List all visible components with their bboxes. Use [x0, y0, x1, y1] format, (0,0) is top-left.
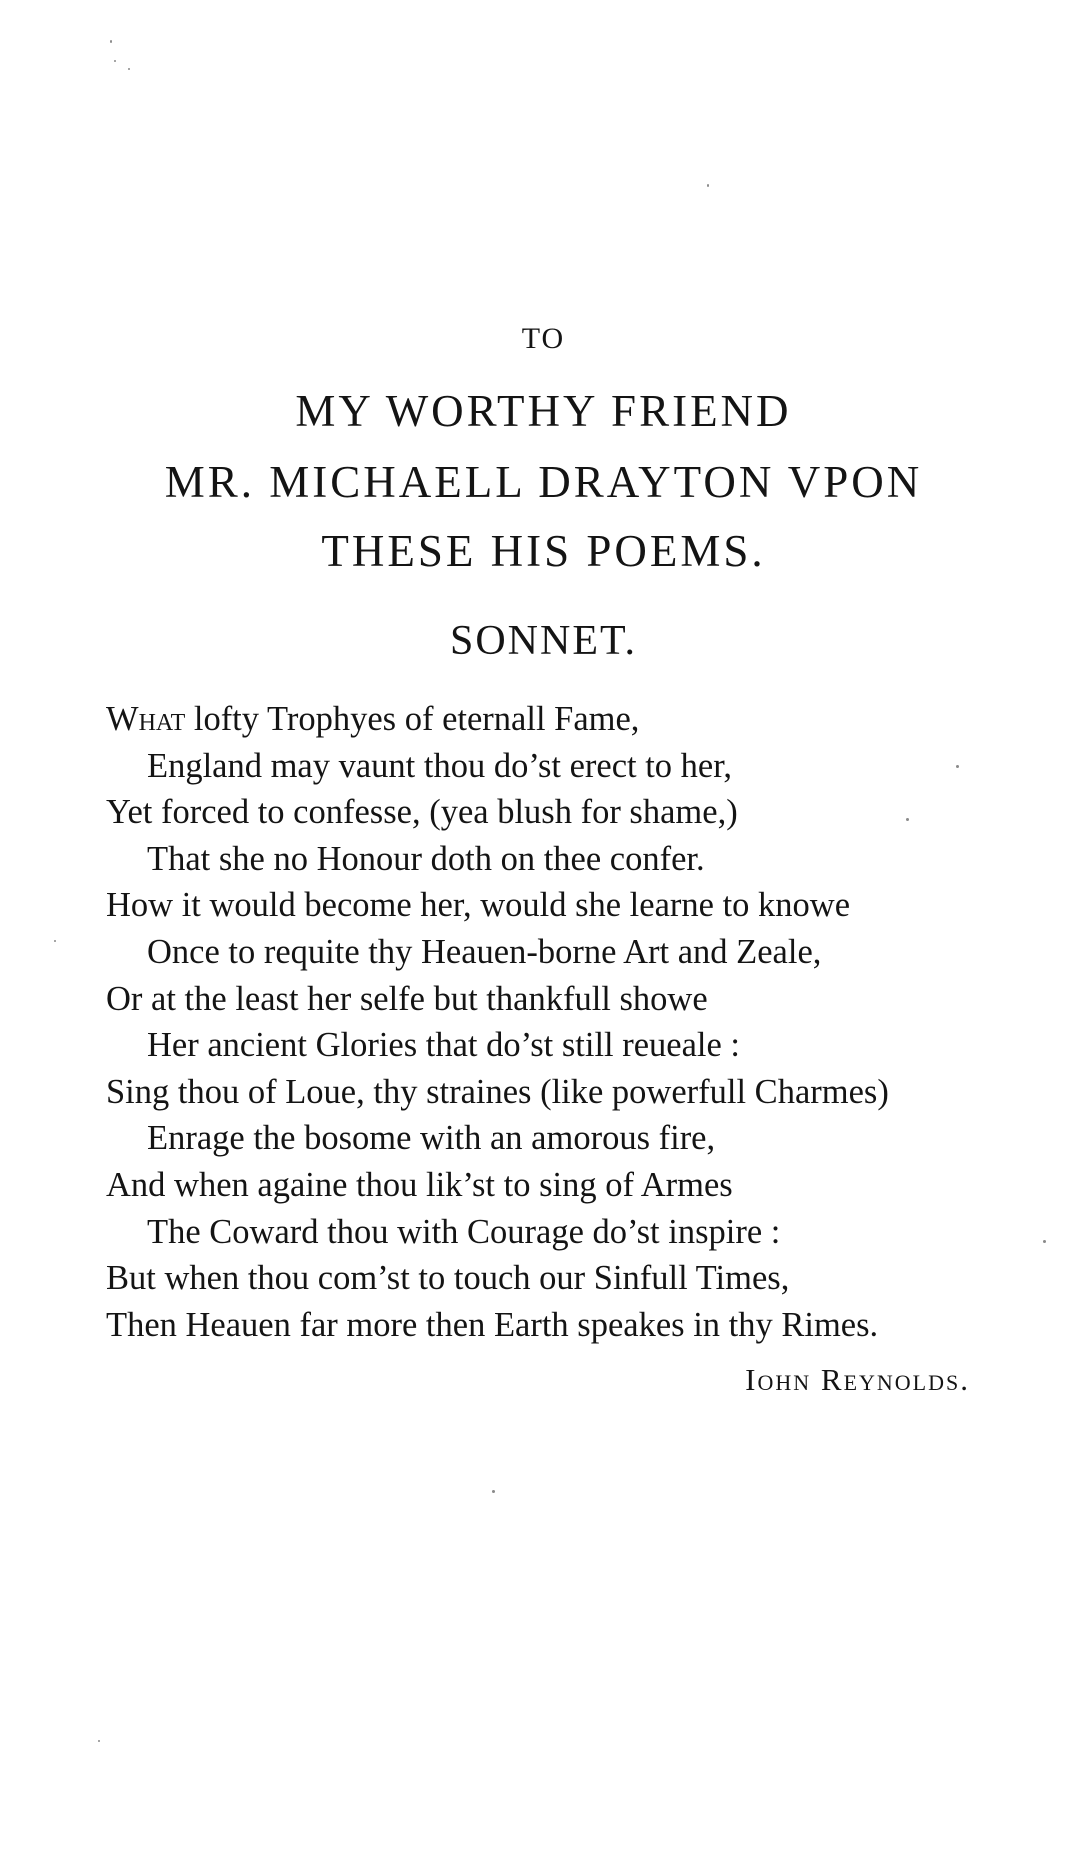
poem-line-3: Yet forced to confesse, (yea blush for shame,) — [106, 793, 738, 832]
poem-first-word: What — [106, 700, 186, 738]
scan-speck — [128, 68, 130, 70]
dedication-to: TO — [521, 322, 566, 355]
poem-line-2: England may vaunt thou do’st erect to her, — [147, 746, 732, 785]
scan-speck — [54, 940, 56, 942]
dedication-title-line-3: THESE HIS POEMS. — [321, 526, 766, 576]
poem-line-4: That she no Honour doth on thee confer. — [147, 839, 705, 878]
scan-speck — [98, 1740, 100, 1742]
poem-line-8: Her ancient Glories that do’st still reueale : — [147, 1026, 741, 1065]
scan-speck — [492, 1490, 495, 1493]
scan-speck — [1043, 1240, 1046, 1243]
poem-line-13: But when thou com’st to touch our Sinfull Times, — [106, 1259, 790, 1298]
scan-speck — [707, 184, 709, 187]
poem-signature: Iohn Reynolds. — [745, 1362, 970, 1397]
dedication-title-line-1: MY WORTHY FRIEND — [295, 386, 792, 436]
scan-speck — [114, 60, 116, 62]
dedication-title-line-2: MR. MICHAELL DRAYTON VPON — [164, 457, 923, 507]
poem-line-6: Once to requite thy Heauen-borne Art and Zeale, — [147, 932, 822, 971]
scan-speck — [110, 40, 112, 43]
poem-line-7: Or at the least her selfe but thankfull showe — [106, 979, 708, 1018]
scan-speck — [956, 765, 959, 768]
sonnet-heading: SONNET. — [449, 618, 638, 664]
poem-line-1-text: lofty Trophyes of eternall Fame, — [185, 700, 640, 738]
poem-line-12: The Coward thou with Courage do’st inspire : — [147, 1212, 781, 1251]
sonnet-body — [106, 696, 1036, 1348]
poem-line-14: Then Heauen far more then Earth speakes in thy Rimes. — [106, 1305, 879, 1344]
poem-line-5: How it would become her, would she learne to knowe — [106, 886, 851, 925]
poem-line-9: Sing thou of Loue, thy straines (like powerfull Charmes) — [106, 1072, 889, 1111]
poem-line-10: Enrage the bosome with an amorous fire, — [147, 1119, 716, 1158]
poem-line-11: And when againe thou lik’st to sing of Armes — [106, 1165, 733, 1204]
poem-line-1 — [106, 696, 1036, 743]
scan-speck — [906, 818, 909, 821]
